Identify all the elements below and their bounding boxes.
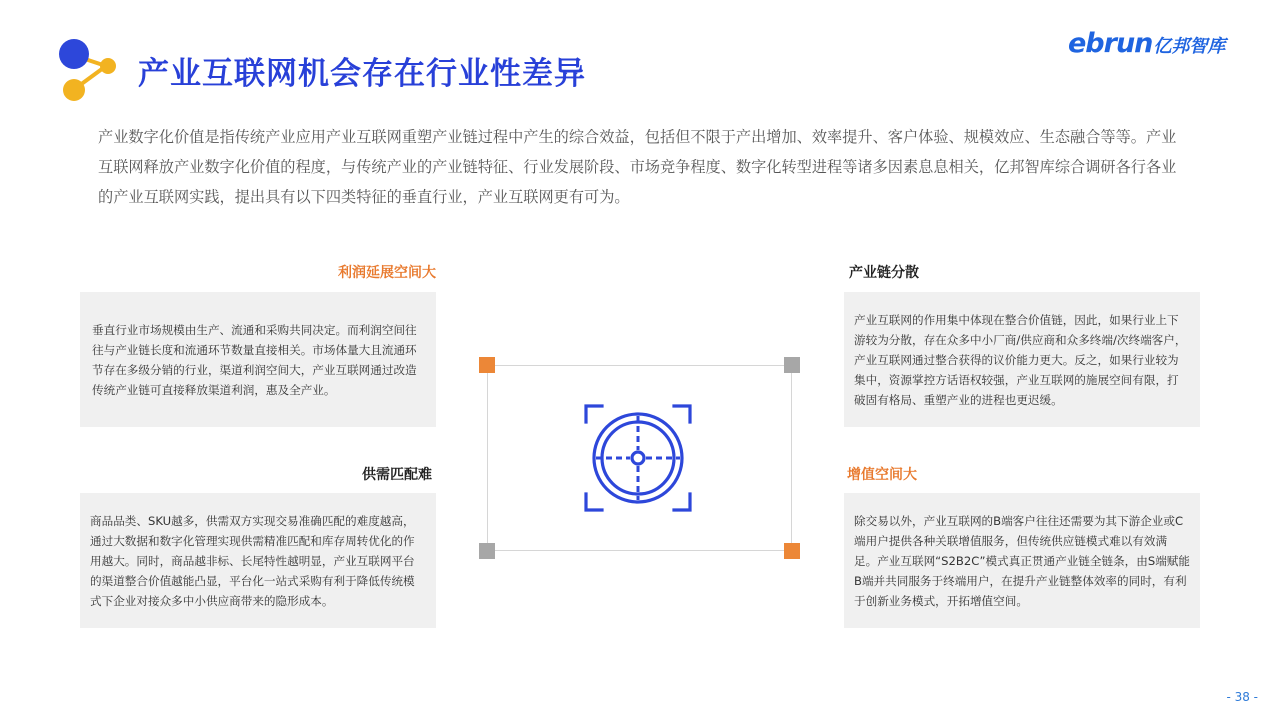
card-title-value-added: 增值空间大 — [847, 467, 917, 483]
corner-marker-top-right — [784, 357, 800, 373]
brand-chinese: 亿邦智库 — [1153, 36, 1226, 57]
intro-paragraph: 产业数字化价值是指传统产业应用产业互联网重塑产业链过程中产生的综合效益，包括但不限于产出增加、效率提升、客户体验、规模效应、生态融合等等。产业互联网释放产业数字化价值的程度，与传统产业的产业链特征、行业发展阶段、市场竞争程度、数字化转型进程等诸多因素息息相关，亿邦智库综合调研各行各业的产业互联网实践，提出具有以下四类特征的垂直行业，产业互联网更有可为。 — [98, 128, 1177, 206]
card-text-matching: 商品品类、SKU越多，供需双方实现交易准确匹配的难度越高，通过大数据和数字化管理实现供需精准匹配和库存周转优化的作用越大。同时，商品越非标、长尾特性越明显，产业互联网平台的渠道整合价值越能凸显，平台化一站式采购有利于降低传统模式下企业对接众多中小供应商带来的隐形成本。 — [90, 513, 415, 608]
card-value-added — [844, 493, 1200, 628]
target-crosshair-icon — [582, 402, 694, 514]
card-text-value-added: 除交易以外，产业互联网的B端客户往往还需要为其下游企业或C端用户提供各种关联增值服务，但传统供应链模式难以有效满足。产业互联网“S2B2C”模式真正贯通产业链全链条，由S端赋能B端并共同服务于终端用户，在提升产业链整体效率的同时，有利于创新业务模式，开拓增值空间。 — [854, 513, 1190, 608]
corner-marker-bottom-left — [479, 543, 495, 559]
corner-marker-top-left — [479, 357, 495, 373]
card-scattered-chain — [844, 292, 1200, 427]
card-text-scattered-chain: 产业互联网的作用集中体现在整合价值链，因此，如果行业上下游较为分散，存在众多中小厂商/供应商和众多终端/次终端客户，产业互联网通过整合获得的议价能力更大。反之，如果行业较为集中，资源掌控方话语权较强，产业互联网的施展空间有限，打破固有格局、重塑产业的进程也更迟缓。 — [854, 312, 1187, 407]
corner-marker-bottom-right — [784, 543, 800, 559]
brand-logo — [1068, 28, 1225, 68]
network-nodes-icon — [52, 36, 124, 104]
card-text-profit: 垂直行业市场规模由生产、流通和采购共同决定。而利润空间往往与产业链长度和流通环节数量直接相关。市场体量大且流通环节存在多级分销的行业，渠道利润空间大，产业互联网通过改造传统产业链可直接释放渠道利润，惠及全产业。 — [92, 322, 417, 397]
card-title-matching: 供需匹配难 — [362, 467, 432, 483]
page-title: 产业互联网机会存在行业性差异 — [138, 56, 586, 92]
card-profit — [80, 292, 436, 427]
card-title-profit: 利润延展空间大 — [338, 265, 436, 281]
brand-latin: ebrun — [1068, 28, 1153, 59]
card-matching — [80, 493, 436, 628]
card-title-scattered-chain: 产业链分散 — [849, 265, 919, 281]
page-number: - 38 - — [1226, 690, 1258, 704]
